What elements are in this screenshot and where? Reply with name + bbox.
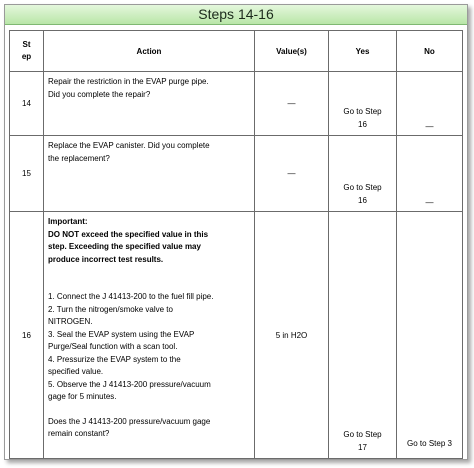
procedure-step: specified value. (48, 367, 104, 376)
header-row (10, 31, 463, 72)
important-text: produce incorrect test results. (48, 254, 164, 264)
action-text: the replacement? (48, 153, 110, 163)
procedure-step: 4. Pressurize the EVAP system to the (48, 354, 181, 364)
yes-action-link[interactable]: Go to Step (343, 107, 382, 116)
table-row (10, 136, 463, 212)
important-heading: Important: (48, 217, 88, 226)
header-step-label: St ep (21, 40, 32, 61)
step-number: 14 (10, 72, 44, 136)
procedure-step: NITROGEN. (48, 317, 93, 326)
action-text: Replace the EVAP canister. Did you complete (48, 141, 210, 150)
procedure-list (48, 291, 249, 404)
header-step (10, 31, 44, 72)
step-number: 16 (10, 212, 44, 459)
yes-action-link[interactable]: Go to Step (343, 183, 382, 192)
procedure-step: gage for 5 minutes. (48, 392, 117, 401)
panel-title: Steps 14-16 (5, 5, 467, 25)
header-values: Value(s) (255, 31, 329, 72)
steps-panel (4, 4, 468, 460)
procedure-step: 5. Observe the J 41413-200 pressure/vacuum (48, 379, 211, 389)
no-cell (397, 212, 463, 459)
table-row (10, 72, 463, 136)
question-line: Does the J 41413-200 pressure/vacuum gage (48, 416, 211, 426)
procedure-step: 1. Connect the J 41413-200 to the fuel fill pipe. (48, 292, 214, 301)
no-cell: — (397, 136, 463, 212)
no-cell: — (397, 72, 463, 136)
action-cell (44, 136, 255, 212)
yes-cell (329, 136, 397, 212)
question-line: remain constant? (48, 429, 110, 438)
action-cell (44, 212, 255, 459)
header-action: Action (44, 31, 255, 72)
action-cell (44, 72, 255, 136)
yes-cell (329, 72, 397, 136)
diagnostic-table (9, 30, 463, 459)
yes-cell (329, 212, 397, 459)
question-text (48, 416, 249, 441)
yes-step-number[interactable]: 16 (358, 119, 367, 129)
action-text: Did you complete the repair? (48, 89, 151, 99)
header-no: No (397, 31, 463, 72)
procedure-step: 3. Seal the EVAP system using the EVAP (48, 329, 195, 339)
value-cell: 5 in H2O (255, 212, 329, 459)
important-note (48, 216, 249, 266)
procedure-step: 2. Turn the nitrogen/smoke valve to (48, 304, 173, 314)
procedure-step: Purge/Seal function with a scan tool. (48, 342, 178, 351)
value-cell: — (255, 72, 329, 136)
action-text: Repair the restriction in the EVAP purge pipe. (48, 77, 209, 86)
yes-action-link[interactable]: Go to Step (343, 430, 382, 439)
step-number: 15 (10, 136, 44, 212)
important-text: step. Exceeding the specified value may (48, 242, 201, 251)
important-text: DO NOT exceed the specified value in this (48, 229, 209, 239)
table-row (10, 212, 463, 459)
no-action-link[interactable]: Go to Step 3 (407, 439, 452, 448)
yes-step-number[interactable]: 17 (358, 442, 367, 452)
yes-step-number[interactable]: 16 (358, 195, 367, 205)
value-cell: — (255, 136, 329, 212)
header-yes: Yes (329, 31, 397, 72)
